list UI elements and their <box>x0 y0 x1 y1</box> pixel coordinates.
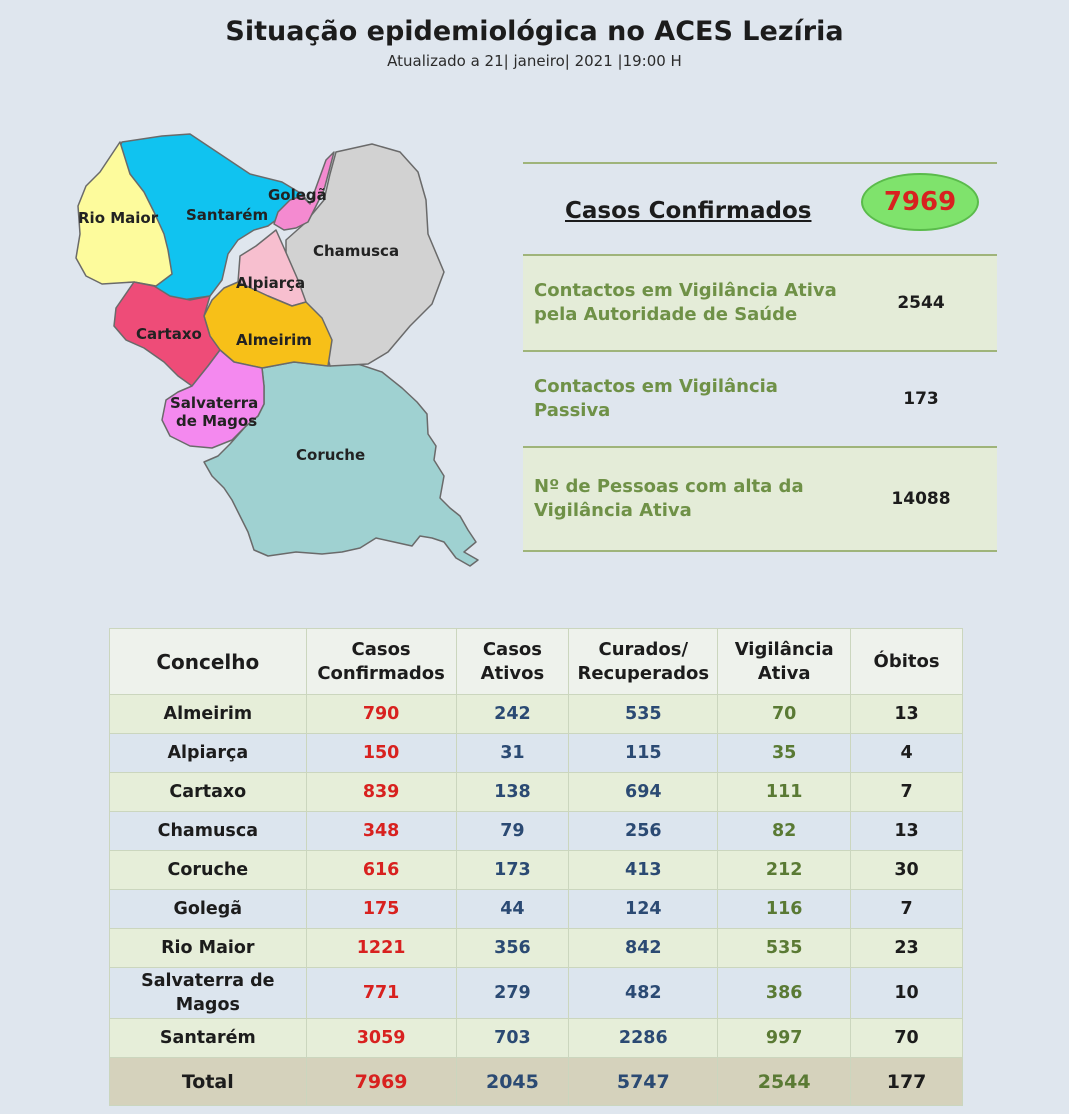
summary-row-label: Nº de Pessoas com alta da Vigilância Ativa <box>534 476 804 521</box>
cell-ativos: 703 <box>456 1019 569 1058</box>
cell-vigilancia: 82 <box>718 812 851 851</box>
total-label: Total <box>110 1058 307 1106</box>
cell-curados: 482 <box>569 968 718 1019</box>
confirmed-cases-badge: 7969 <box>861 173 979 231</box>
municipality-table <box>109 628 963 1106</box>
cell-ativos: 138 <box>456 773 569 812</box>
summary-row-value: 2544 <box>897 293 945 313</box>
cell-ativos: 242 <box>456 695 569 734</box>
cell-confirmados: 348 <box>306 812 456 851</box>
cell-curados: 256 <box>569 812 718 851</box>
cell-vigilancia: 70 <box>718 695 851 734</box>
cell-curados: 694 <box>569 773 718 812</box>
column-header: Curados/ Recuperados <box>569 629 718 695</box>
cell-curados: 124 <box>569 890 718 929</box>
summary-row-value: 173 <box>903 389 939 409</box>
map-label-rio-maior: Rio Maior <box>78 209 159 227</box>
cell-vigilancia: 212 <box>718 851 851 890</box>
total-ativos: 2045 <box>456 1058 569 1106</box>
map-label-almeirim: Almeirim <box>236 331 312 349</box>
cell-obitos: 30 <box>851 851 963 890</box>
cell-obitos: 4 <box>851 734 963 773</box>
cell-obitos: 10 <box>851 968 963 1019</box>
cell-obitos: 7 <box>851 773 963 812</box>
table-row <box>110 734 963 773</box>
cell-concelho: Rio Maior <box>110 929 307 968</box>
cell-confirmados: 790 <box>306 695 456 734</box>
cell-confirmados: 150 <box>306 734 456 773</box>
cell-confirmados: 1221 <box>306 929 456 968</box>
table-row <box>110 890 963 929</box>
cell-curados: 115 <box>569 734 718 773</box>
cell-confirmados: 839 <box>306 773 456 812</box>
page-title: Situação epidemiológica no ACES Lezíria <box>225 16 844 47</box>
cell-concelho: Coruche <box>110 851 307 890</box>
table-row <box>110 929 963 968</box>
cell-concelho: Chamusca <box>110 812 307 851</box>
region-map <box>72 130 492 570</box>
total-confirmados: 7969 <box>306 1058 456 1106</box>
cell-curados: 413 <box>569 851 718 890</box>
cell-vigilancia: 386 <box>718 968 851 1019</box>
cell-confirmados: 175 <box>306 890 456 929</box>
summary-row <box>523 446 997 552</box>
table-header-row <box>110 629 963 695</box>
cell-vigilancia: 535 <box>718 929 851 968</box>
cell-curados: 2286 <box>569 1019 718 1058</box>
cell-vigilancia: 111 <box>718 773 851 812</box>
total-vigilancia: 2544 <box>718 1058 851 1106</box>
table-total-row <box>110 1058 963 1106</box>
cell-vigilancia: 997 <box>718 1019 851 1058</box>
table-row <box>110 773 963 812</box>
cell-vigilancia: 116 <box>718 890 851 929</box>
cell-obitos: 23 <box>851 929 963 968</box>
cell-obitos: 13 <box>851 812 963 851</box>
summary-row-label: Contactos em Vigilância Ativa pela Autoridade de Saúde <box>534 280 837 325</box>
summary-row-label: Contactos em Vigilância Passiva <box>534 376 778 421</box>
column-header: Casos Ativos <box>456 629 569 695</box>
map-label-golega: Golegã <box>268 186 327 204</box>
cell-ativos: 31 <box>456 734 569 773</box>
cell-obitos: 7 <box>851 890 963 929</box>
table-row <box>110 695 963 734</box>
summary-row-value: 14088 <box>891 489 951 509</box>
update-timestamp: Atualizado a 21| janeiro| 2021 |19:00 H <box>387 52 682 70</box>
map-label-salvaterra: Salvaterra <box>170 394 259 412</box>
table-row <box>110 851 963 890</box>
cell-ativos: 356 <box>456 929 569 968</box>
summary-panel <box>523 162 997 552</box>
total-curados: 5747 <box>569 1058 718 1106</box>
column-header: Óbitos <box>851 629 963 695</box>
summary-row <box>523 254 997 350</box>
map-label-alpiarca: Alpiarça <box>236 274 306 292</box>
map-label-santarem: Santarém <box>186 206 269 224</box>
cell-obitos: 13 <box>851 695 963 734</box>
cell-concelho: Cartaxo <box>110 773 307 812</box>
map-label-coruche: Coruche <box>296 446 366 464</box>
column-header: Vigilância Ativa <box>718 629 851 695</box>
cell-obitos: 70 <box>851 1019 963 1058</box>
table-row <box>110 1019 963 1058</box>
cell-concelho: Salvaterra de Magos <box>110 968 307 1019</box>
cell-confirmados: 771 <box>306 968 456 1019</box>
cell-ativos: 79 <box>456 812 569 851</box>
cell-curados: 842 <box>569 929 718 968</box>
column-header: Casos Confirmados <box>306 629 456 695</box>
cell-confirmados: 3059 <box>306 1019 456 1058</box>
table-row <box>110 968 963 1019</box>
map-label-de-magos: de Magos <box>176 412 258 430</box>
column-header: Concelho <box>110 629 307 695</box>
cell-concelho: Santarém <box>110 1019 307 1058</box>
table-row <box>110 812 963 851</box>
cell-concelho: Almeirim <box>110 695 307 734</box>
confirmed-cases-summary <box>523 162 997 254</box>
cell-vigilancia: 35 <box>718 734 851 773</box>
map-label-cartaxo: Cartaxo <box>136 325 202 343</box>
cell-curados: 535 <box>569 695 718 734</box>
confirmed-cases-label: Casos Confirmados <box>565 198 812 224</box>
cell-ativos: 173 <box>456 851 569 890</box>
cell-ativos: 44 <box>456 890 569 929</box>
cell-concelho: Golegã <box>110 890 307 929</box>
cell-confirmados: 616 <box>306 851 456 890</box>
summary-row <box>523 350 997 446</box>
cell-ativos: 279 <box>456 968 569 1019</box>
total-obitos: 177 <box>851 1058 963 1106</box>
map-label-chamusca: Chamusca <box>313 242 400 260</box>
cell-concelho: Alpiarça <box>110 734 307 773</box>
